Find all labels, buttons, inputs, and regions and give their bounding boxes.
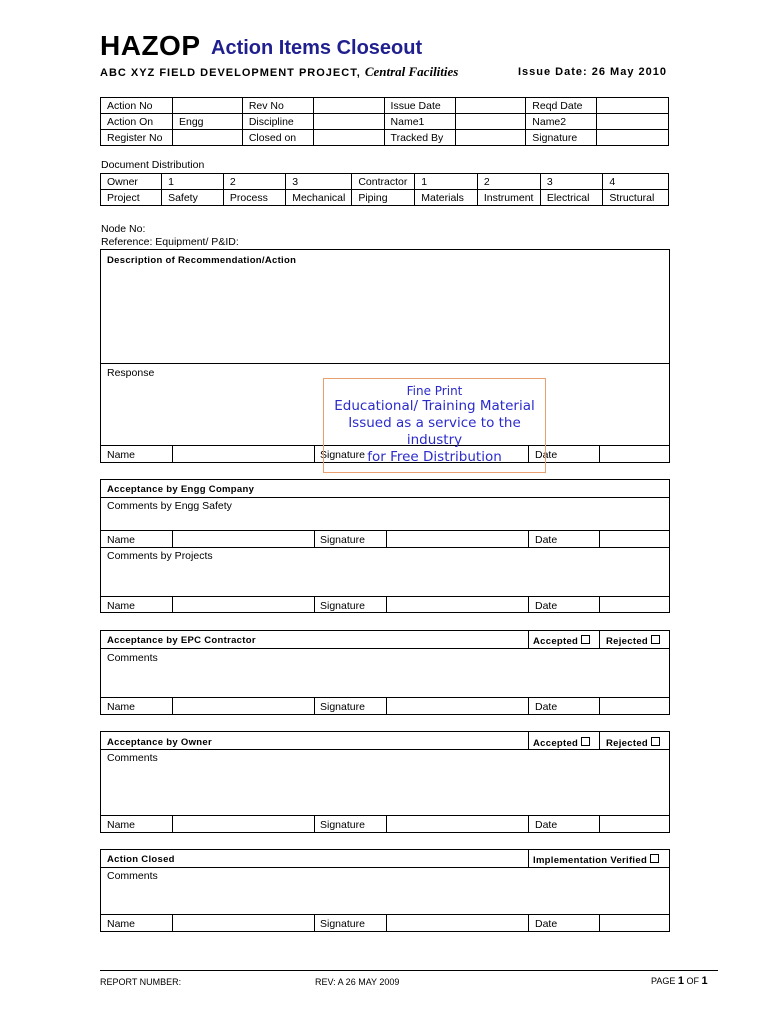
response-label: Response [107, 367, 155, 379]
name-label: Name [107, 449, 136, 461]
date-label: Date [535, 701, 558, 713]
page-of: OF [686, 976, 699, 986]
info-cell: Engg [172, 114, 242, 130]
distribution-table [100, 173, 669, 206]
info-cell: Name1 [384, 114, 455, 130]
document-subtitle: Action Items Closeout [211, 37, 423, 59]
signature-label: Signature [320, 534, 365, 546]
distribution-cell: 2 [223, 174, 285, 190]
fine-print-line: industry [406, 432, 463, 448]
info-cell [455, 98, 526, 114]
action-info-table [100, 97, 669, 146]
distribution-cell: 2 [477, 174, 540, 190]
distribution-cell: Safety [162, 190, 224, 206]
recommendation-heading: Description of Recommendation/Action [107, 255, 297, 266]
report-number: REPORT NUMBER: [100, 977, 182, 987]
epc-heading: Acceptance by EPC Contractor [107, 635, 256, 646]
facility-name: Central Facilities [364, 64, 459, 79]
info-cell: Rev No [242, 98, 313, 114]
project-name [100, 64, 458, 80]
info-cell: Closed on [242, 130, 313, 146]
date-label: Date [535, 534, 558, 546]
verified-label: Implementation Verified [533, 855, 648, 866]
fine-print-line: Educational/ Training Material [334, 398, 535, 414]
owner-accepted-checkbox[interactable] [533, 737, 590, 749]
distribution-cell: Contractor [352, 174, 415, 190]
accepted-label: Accepted [533, 636, 579, 647]
closed-comments: Comments [107, 870, 158, 882]
info-cell [597, 114, 669, 130]
projects-comments: Comments by Projects [107, 550, 213, 562]
distribution-cell: Structural [603, 190, 669, 206]
name-label: Name [107, 600, 136, 612]
name-label: Name [107, 819, 136, 831]
info-cell: Issue Date [384, 98, 455, 114]
implementation-verified-checkbox[interactable] [533, 854, 659, 866]
date-label: Date [535, 600, 558, 612]
signature-label: Signature [320, 819, 365, 831]
name-label: Name [107, 701, 136, 713]
fine-print-title: Fine Print [406, 384, 463, 398]
signature-label: Signature [320, 600, 365, 612]
distribution-cell: Owner [101, 174, 162, 190]
distribution-cell: 4 [603, 174, 669, 190]
name-label: Name [107, 918, 136, 930]
distribution-row [101, 190, 669, 206]
page-prefix: PAGE [651, 976, 676, 986]
info-cell [455, 130, 526, 146]
date-label: Date [535, 918, 558, 930]
rejected-label: Rejected [606, 738, 649, 749]
info-cell: Discipline [242, 114, 313, 130]
page-number: 1 [677, 975, 684, 987]
distribution-row [101, 174, 669, 190]
document-title: HAZOP [100, 30, 201, 61]
info-cell [172, 130, 242, 146]
rejected-label: Rejected [606, 636, 649, 647]
info-row [101, 114, 669, 130]
distribution-cell: Process [223, 190, 285, 206]
revision: REV: A 26 MAY 2009 [315, 977, 400, 987]
signature-label: Signature [320, 449, 365, 461]
node-no: Node No: [101, 223, 146, 235]
epc-rejected-checkbox[interactable] [606, 635, 660, 647]
info-cell: Signature [526, 130, 597, 146]
info-cell: Reqd Date [526, 98, 597, 114]
info-row [101, 130, 669, 146]
epc-accepted-checkbox[interactable] [533, 635, 590, 647]
date-label: Date [535, 819, 558, 831]
accepted-label: Accepted [533, 738, 579, 749]
engg-heading: Acceptance by Engg Company [107, 484, 255, 495]
distribution-cell: 1 [415, 174, 478, 190]
distribution-cell: Materials [415, 190, 478, 206]
project-label: ABC XYZ FIELD DEVELOPMENT PROJECT, [100, 67, 361, 79]
distribution-cell: 3 [286, 174, 352, 190]
info-row [101, 98, 669, 114]
signature-label: Signature [320, 918, 365, 930]
info-cell [597, 98, 669, 114]
reference: Reference: Equipment/ P&ID: [101, 236, 239, 248]
info-cell [172, 98, 242, 114]
info-cell [313, 98, 384, 114]
name-label: Name [107, 534, 136, 546]
distribution-cell: Instrument [477, 190, 540, 206]
footer-divider [100, 970, 718, 971]
signature-label: Signature [320, 701, 365, 713]
info-cell: Tracked By [384, 130, 455, 146]
page-total: 1 [701, 975, 708, 987]
date-label: Date [535, 449, 558, 461]
action-closed-heading: Action Closed [107, 854, 175, 865]
owner-rejected-checkbox[interactable] [606, 737, 660, 749]
info-cell: Name2 [526, 114, 597, 130]
distribution-cell: Electrical [540, 190, 603, 206]
info-cell [597, 130, 669, 146]
info-cell: Register No [101, 130, 173, 146]
owner-heading: Acceptance by Owner [107, 737, 212, 748]
fine-print-line: for Free Distribution [367, 449, 502, 465]
fine-print-notice [323, 378, 546, 473]
distribution-label: Document Distribution [101, 159, 205, 171]
page-indicator [651, 975, 708, 987]
info-cell [313, 114, 384, 130]
distribution-cell: 1 [162, 174, 224, 190]
distribution-cell: 3 [540, 174, 603, 190]
info-cell [455, 114, 526, 130]
issue-date: Issue Date: 26 May 2010 [518, 66, 667, 78]
fine-print-line: Issued as a service to the [348, 415, 521, 431]
info-cell: Action On [101, 114, 173, 130]
owner-comments: Comments [107, 752, 158, 764]
engg-safety-comments: Comments by Engg Safety [107, 500, 232, 512]
info-cell: Action No [101, 98, 173, 114]
distribution-cell: Mechanical [286, 190, 352, 206]
epc-comments: Comments [107, 652, 158, 664]
info-cell [313, 130, 384, 146]
distribution-cell: Piping [352, 190, 415, 206]
distribution-cell: Project [101, 190, 162, 206]
